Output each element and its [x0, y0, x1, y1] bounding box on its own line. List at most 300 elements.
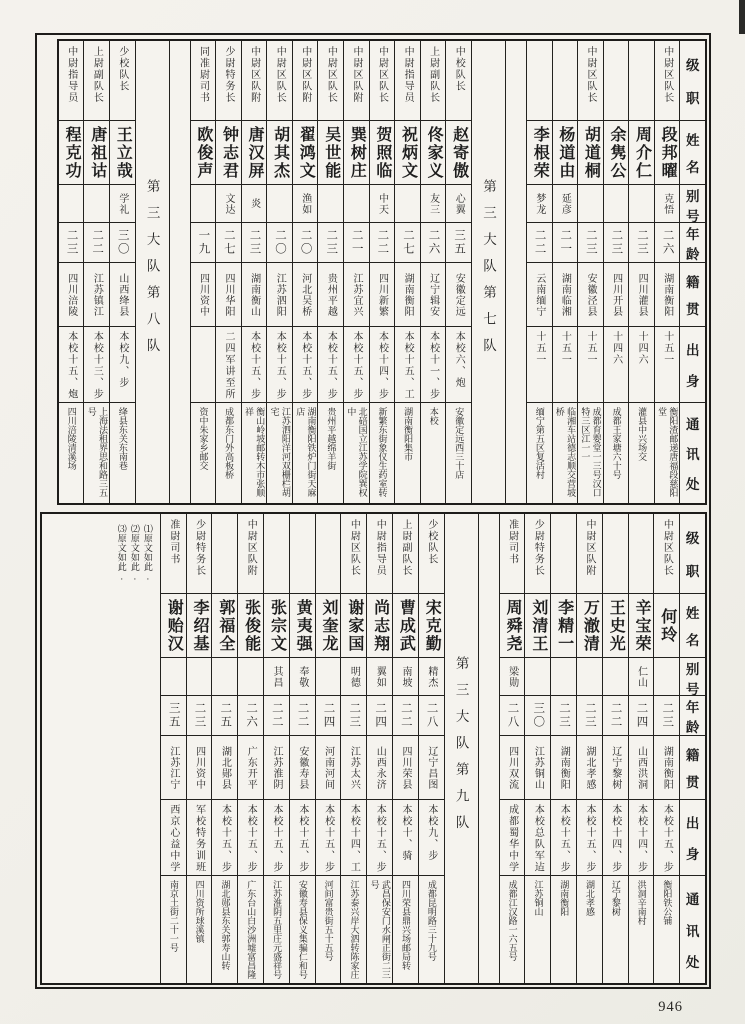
rank-text: 准尉司书 [506, 519, 518, 565]
address-text: 广东台山白沙洲墟富昌隆 [246, 880, 257, 979]
alias-cell [655, 185, 680, 223]
name-text: 李根荣 [531, 125, 549, 180]
rank-cell [316, 514, 341, 594]
origin-cell [238, 736, 263, 800]
rank-text: 少尉特务长 [532, 519, 544, 577]
squad-section-column [471, 41, 505, 503]
background-cell [603, 800, 628, 876]
address-cell [267, 403, 292, 503]
name-cell [446, 121, 471, 185]
background-text: 本校十三、步 [91, 331, 103, 400]
background-text: 本校十五、工 [402, 331, 414, 400]
alias-text: 梦龙 [533, 192, 545, 215]
origin-text: 河北吴桥 [299, 272, 311, 317]
footnote: ⑶原文如此. [116, 524, 127, 582]
alias-cell [318, 185, 343, 223]
age-text: 二二 [270, 702, 283, 729]
origin-cell [553, 263, 578, 327]
name-text: 谢家国 [345, 598, 363, 653]
address-text: 成都昆明路三十九号 [426, 880, 437, 961]
name-text: 翟鸿文 [297, 125, 315, 180]
address-text: 四川资所球溪镇 [194, 880, 205, 943]
origin-text: 湖南衡阳 [558, 745, 570, 790]
name-cell [161, 594, 186, 658]
name-text: 谢贻汉 [165, 598, 183, 653]
age-text: 二六 [427, 229, 440, 256]
background-cell [316, 800, 341, 876]
age-cell [553, 223, 578, 263]
field-header-char: 年 [685, 700, 700, 715]
name-cell [654, 594, 679, 658]
background-text: 十五一 [559, 331, 571, 366]
name-text: 刘清王 [529, 598, 547, 653]
origin-text: 辽宁辑安 [427, 272, 439, 317]
rank-cell [318, 41, 343, 121]
background-cell [525, 800, 550, 876]
rank-text: 少校队长 [116, 46, 128, 92]
age-text: 二四 [635, 702, 648, 729]
background-cell [110, 327, 135, 403]
address-text: 四川涪陵清溪场 [66, 407, 77, 470]
field-headers-column [679, 41, 705, 503]
address-cell [216, 403, 241, 503]
rank-cell [393, 514, 418, 594]
name-cell [393, 594, 418, 658]
address-cell [525, 876, 550, 983]
address-text: 成都东门外高板桥 [224, 407, 235, 479]
name-cell [187, 594, 212, 658]
background-cell [216, 327, 241, 403]
field-header-cell [680, 223, 705, 263]
alias-cell [393, 658, 418, 696]
address-text: 缅宁第五区复活村 [534, 407, 545, 479]
footnote: ⑵原文如此. [129, 524, 140, 582]
address-text: 临湘车站德志顺交营坡桥 [554, 407, 577, 497]
address-cell [242, 403, 267, 503]
origin-cell [242, 263, 267, 327]
background-cell [84, 327, 109, 403]
person-column [263, 514, 289, 983]
background-text: 本校十五、步 [661, 804, 673, 873]
origin-cell [446, 263, 471, 327]
alias-cell [551, 658, 576, 696]
rank-text: 中校队长 [453, 46, 465, 92]
field-header-char: 年 [685, 227, 700, 242]
address-text: 安徽寿县保义集骗仁和号 [297, 880, 308, 979]
background-cell [578, 327, 603, 403]
rank-text: 准尉司书 [167, 519, 179, 565]
origin-text: 湖南临湘 [559, 272, 571, 317]
alias-cell [293, 185, 318, 223]
alias-cell [629, 658, 654, 696]
address-text: 成都江汉路一六五号 [507, 880, 518, 961]
background-text: 本校十五、步 [558, 804, 570, 873]
address-text: 辽宁黎树 [610, 880, 621, 916]
roster-table-top [57, 39, 707, 505]
name-cell [264, 594, 289, 658]
name-cell [367, 594, 392, 658]
person-column [215, 41, 241, 503]
origin-cell [267, 263, 292, 327]
background-text: 成都蜀华中学 [506, 804, 518, 873]
alias-cell [267, 185, 292, 223]
address-cell [551, 876, 576, 983]
rank-text: 中尉区队长 [661, 519, 673, 577]
age-text: 三五 [453, 229, 466, 256]
age-text: 二三 [348, 702, 361, 729]
name-text: 唐汉屏 [246, 125, 264, 180]
field-header-char: 职 [685, 91, 700, 106]
age-cell [654, 696, 679, 736]
origin-text: 安徽寿县 [296, 745, 308, 790]
rank-cell [341, 514, 366, 594]
age-cell [212, 696, 237, 736]
rank-text: 少校队长 [425, 519, 437, 565]
background-cell [604, 327, 629, 403]
name-text: 佟家义 [425, 125, 443, 180]
age-text: 二七 [222, 229, 235, 256]
person-column [292, 41, 318, 503]
alias-cell [316, 658, 341, 696]
alias-cell [84, 185, 109, 223]
roster-table-bottom [40, 512, 707, 985]
address-text: 安徽定远西三十店 [454, 407, 465, 479]
background-cell [419, 800, 444, 876]
field-header-cell [680, 800, 705, 876]
background-text: 本校十五、步 [219, 804, 231, 873]
person-column [211, 514, 237, 983]
person-column [524, 514, 550, 983]
alias-cell [578, 185, 603, 223]
background-cell [293, 327, 318, 403]
squad-section-column [444, 514, 478, 983]
address-cell [191, 403, 216, 503]
field-header-char: 处 [685, 955, 700, 971]
person-column [83, 41, 109, 503]
origin-text: 湖北郧县 [219, 745, 231, 790]
person-column [289, 514, 315, 983]
age-cell [395, 223, 420, 263]
name-text: 李绍基 [191, 598, 209, 653]
origin-text: 四川华阳 [223, 272, 235, 317]
name-text: 程克功 [63, 125, 81, 180]
age-cell [419, 696, 444, 736]
alias-text: 渔如 [299, 192, 311, 215]
person-column [499, 514, 525, 983]
background-text: 十五一 [533, 331, 545, 366]
background-text: 本校十五、步 [271, 804, 283, 873]
address-cell [527, 403, 552, 503]
field-header-char: 龄 [685, 720, 700, 735]
rank-text: 同准尉司书 [197, 46, 209, 104]
alias-cell [421, 185, 446, 223]
person-column [602, 514, 628, 983]
name-cell [316, 594, 341, 658]
address-text: 灌县中兴场交 [637, 407, 648, 461]
address-text: 衡阳铁公铺 [662, 880, 673, 925]
background-cell [267, 327, 292, 403]
origin-text: 安徽定远 [453, 272, 465, 317]
rank-text: 中尉区队长 [661, 46, 673, 104]
origin-cell [551, 736, 576, 800]
origin-cell [419, 736, 444, 800]
age-cell [344, 223, 369, 263]
name-cell [110, 121, 135, 185]
alias-text: 明德 [348, 665, 360, 688]
background-text: 十四六 [610, 331, 622, 366]
rank-text: 上尉副队长 [91, 46, 103, 104]
rank-text: 中尉区队附 [299, 46, 311, 104]
age-cell [578, 223, 603, 263]
address-cell [367, 876, 392, 983]
field-header-cell [680, 696, 705, 736]
background-cell [191, 327, 216, 403]
origin-cell [367, 736, 392, 800]
name-text: 祝炳文 [399, 125, 417, 180]
address-text: 南京土街二十一号 [168, 880, 179, 952]
person-column [550, 514, 576, 983]
background-cell [393, 800, 418, 876]
origin-text: 湖南衡阳 [402, 272, 414, 317]
person-column [160, 514, 186, 983]
origin-text: 湖南衡阳 [661, 272, 673, 317]
field-header-char: 级 [685, 531, 700, 546]
age-cell [191, 223, 216, 263]
field-headers-column [679, 514, 705, 983]
alias-cell [290, 658, 315, 696]
alias-cell [395, 185, 420, 223]
alias-cell [604, 185, 629, 223]
age-cell [59, 223, 84, 263]
rank-cell [370, 41, 395, 121]
footnotes [115, 524, 154, 582]
background-text: 本校九、步 [116, 331, 128, 389]
alias-cell [654, 658, 679, 696]
origin-cell [191, 263, 216, 327]
address-text: 湖南衡阳 [559, 880, 570, 916]
field-header-char: 讯 [685, 447, 700, 462]
person-column [628, 514, 654, 983]
address-cell [59, 403, 84, 503]
age-text: 三〇 [116, 229, 129, 256]
background-text: 本校十五、步 [248, 331, 260, 400]
field-header-char: 通 [685, 417, 700, 432]
alias-text: 中天 [376, 192, 388, 215]
field-header-cell [680, 594, 705, 658]
background-text: 本校十五、步 [325, 331, 337, 400]
origin-cell [578, 263, 603, 327]
background-cell [242, 327, 267, 403]
name-cell [395, 121, 420, 185]
alias-text: 仁山 [635, 665, 647, 688]
age-text: 二八 [506, 702, 519, 729]
field-header-cell [680, 263, 705, 327]
background-cell [212, 800, 237, 876]
name-cell [551, 594, 576, 658]
origin-cell [161, 736, 186, 800]
origin-text: 江苏淮阴 [271, 745, 283, 790]
origin-cell [655, 263, 680, 327]
background-cell [577, 800, 602, 876]
background-text: 本校十一、步 [427, 331, 439, 400]
squad-section-title: 第三大队第八队 [144, 179, 160, 365]
alias-cell [191, 185, 216, 223]
name-text: 段邦曜 [659, 125, 677, 180]
person-column [577, 41, 603, 503]
alias-text: 心翼 [453, 192, 465, 215]
person-column [59, 41, 84, 503]
background-text: 本校十五、步 [245, 804, 257, 873]
background-cell [264, 800, 289, 876]
age-text: 三五 [167, 702, 180, 729]
rank-cell [629, 514, 654, 594]
address-text: 江苏泗阳洋河双栅栏胡宅 [269, 407, 291, 497]
name-text: 欧俊声 [194, 125, 212, 180]
field-header-cell [680, 327, 705, 403]
field-header-char: 号 [685, 682, 700, 697]
rank-text: 中尉区队附 [584, 519, 595, 577]
age-text: 一九 [197, 229, 210, 256]
address-cell [238, 876, 263, 983]
address-cell [318, 403, 343, 503]
address-text: 洪洞辛南村 [636, 880, 647, 925]
origin-cell [344, 263, 369, 327]
background-text: 十五一 [584, 331, 596, 366]
rank-text: 少尉特务长 [223, 46, 235, 104]
person-column [109, 41, 135, 503]
address-cell [161, 876, 186, 983]
alias-cell [525, 658, 550, 696]
rank-text: 中尉指导员 [65, 46, 77, 104]
age-text: 二八 [425, 702, 438, 729]
name-text: 贺照临 [373, 125, 391, 180]
footnote: ⑴原文如此. [142, 524, 153, 582]
rank-cell [84, 41, 109, 121]
background-text: 本校十五、步 [299, 331, 311, 400]
age-cell [242, 223, 267, 263]
field-header-cell [680, 121, 705, 185]
origin-cell [603, 736, 628, 800]
background-cell [341, 800, 366, 876]
person-column [366, 514, 392, 983]
background-text: 本校十五、步 [322, 804, 334, 873]
background-cell [318, 327, 343, 403]
alias-text: 南坡 [400, 665, 412, 688]
rank-text: 中尉区队附 [248, 46, 260, 104]
origin-text: 四川双流 [506, 745, 518, 790]
age-text: 二〇 [299, 229, 312, 256]
address-cell [84, 403, 109, 503]
alias-cell [59, 185, 84, 223]
rank-text: 中尉区队附 [350, 46, 362, 104]
background-text: 本校十五、步 [350, 331, 362, 400]
page-number: 946 [658, 999, 683, 1015]
alias-text: 炎 [248, 198, 260, 209]
name-text: 黄夷强 [294, 598, 312, 653]
age-cell [216, 223, 241, 263]
age-cell [290, 696, 315, 736]
background-cell [187, 800, 212, 876]
alias-cell [187, 658, 212, 696]
rank-text: 少尉特务长 [193, 519, 205, 577]
name-cell [527, 121, 552, 185]
field-header-cell [680, 876, 705, 983]
name-text: 张俊能 [242, 598, 260, 653]
field-header-char: 身 [685, 847, 700, 863]
background-text: 西京心益中学 [167, 804, 179, 873]
field-header-cell [680, 514, 705, 594]
alias-text: 友三 [427, 192, 439, 215]
age-cell [238, 696, 263, 736]
origin-cell [293, 263, 318, 327]
background-text: 本校九、步 [425, 804, 437, 862]
age-text: 二三 [610, 229, 623, 256]
spacer-column [505, 41, 526, 503]
age-text: 二三 [583, 702, 596, 729]
origin-text: 江苏泗阳 [274, 272, 286, 317]
name-text: 李精一 [555, 598, 573, 653]
person-column [418, 514, 444, 983]
alias-cell [553, 185, 578, 223]
age-text: 二二 [533, 229, 546, 256]
squad-section-title: 第三大队第九队 [453, 655, 469, 842]
person-column [315, 514, 341, 983]
name-text: 郭福全 [216, 598, 234, 653]
rank-cell [446, 41, 471, 121]
rank-cell [290, 514, 315, 594]
name-text: 巽树庄 [348, 125, 366, 180]
age-text: 二五 [219, 702, 232, 729]
origin-cell [84, 263, 109, 327]
origin-cell [629, 263, 654, 327]
age-text: 二〇 [274, 229, 287, 256]
person-column [603, 41, 629, 503]
person-column [654, 41, 680, 503]
name-text: 吴世能 [322, 125, 340, 180]
field-header-char: 籍 [685, 747, 700, 763]
field-header-char: 别 [685, 662, 700, 677]
background-text: 本校十四、步 [609, 804, 621, 873]
address-text: 绛县东关东南巷 [117, 407, 128, 470]
age-cell [110, 223, 135, 263]
age-text: 二二 [609, 702, 622, 729]
rank-cell [551, 514, 576, 594]
origin-cell [316, 736, 341, 800]
origin-text: 四川资中 [197, 272, 209, 317]
alias-cell [344, 185, 369, 223]
age-cell [525, 696, 550, 736]
rank-text: 中尉区队长 [325, 46, 337, 104]
name-cell [603, 594, 628, 658]
person-column [392, 514, 418, 983]
age-cell [370, 223, 395, 263]
background-text: 本校十五、步 [296, 804, 308, 873]
rank-cell [293, 41, 318, 121]
age-cell [629, 696, 654, 736]
age-text: 二二 [376, 229, 389, 256]
address-cell [316, 876, 341, 983]
name-cell [500, 594, 525, 658]
name-cell [290, 594, 315, 658]
rank-cell [242, 41, 267, 121]
address-cell [419, 876, 444, 983]
address-cell [446, 403, 471, 503]
table-frame [35, 33, 711, 989]
name-cell [604, 121, 629, 185]
address-cell [604, 403, 629, 503]
address-cell [578, 403, 603, 503]
origin-cell [654, 736, 679, 800]
